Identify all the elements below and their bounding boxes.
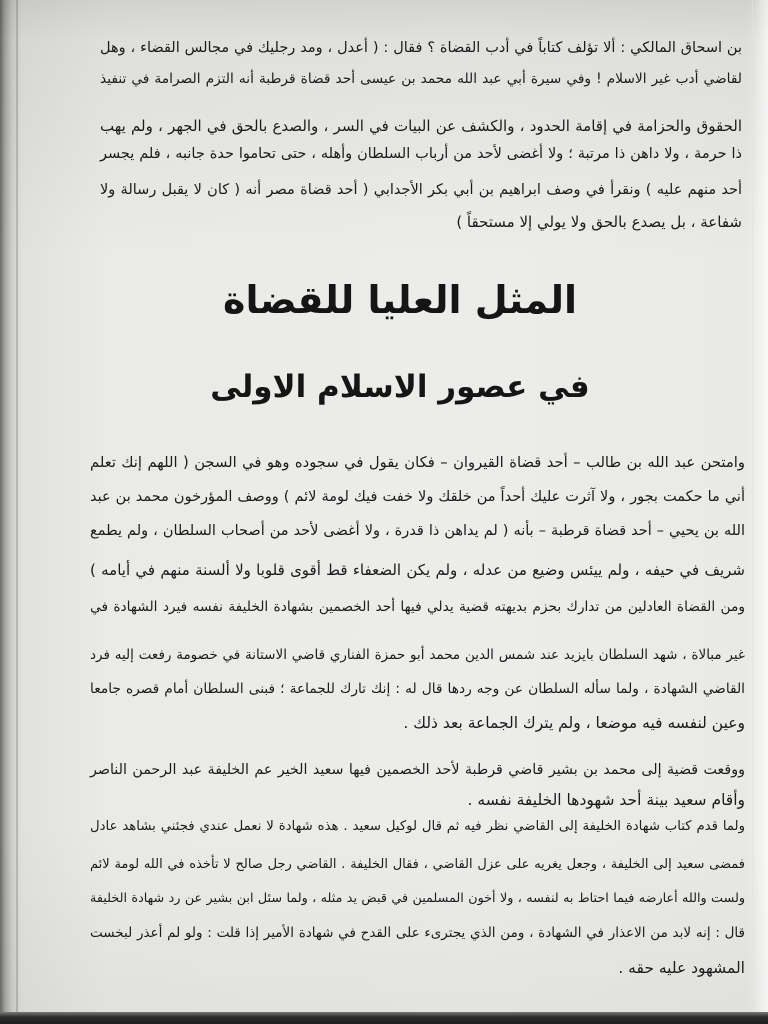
line-text: الله بن يحيي – أحد قضاة قرطبة – بأنه ( لم يداهن ذا قدرة ، ولا أغضى لأحد من أصحاب السلطان ، ولم يطمع	[90, 523, 745, 539]
line-text: شفاعة ، بل يصدع بالحق ولا يولي إلا مستحقاً )	[456, 213, 742, 231]
text-line	[90, 953, 745, 983]
line-text: ووقعت قضية إلى محمد بن بشير قاضي قرطبة لأحد الخصمين فيها سعيد الخير عم الخليفة عبد الرحمن الناصر	[90, 762, 745, 778]
line-text: ولما قدم كتاب شهادة الخليفة إلى القاضي نظر فيه ثم قال لوكيل سعيد . هذه شهادة لا نعمل عندي فجئني بشاهد عادل	[90, 819, 745, 834]
line-text: القاضي الشهادة ، ولما سأله السلطان عن وجه ردها قال له : إنك تارك للجماعة ؛ فبنى السلطان أمام قصره جامعا	[90, 681, 745, 697]
right-page-edge	[752, 0, 768, 1024]
line-text: وعين لنفسه فيه موضعا ، ولم يترك الجماعة بعد ذلك .	[403, 714, 745, 732]
section-heading: المثل العليا للقضاة	[223, 278, 577, 322]
text-line	[100, 139, 742, 169]
text-line	[90, 516, 745, 546]
line-text: لقاضي أدب غير الاسلام ! وفي سيرة أبي عبد الله محمد بن عيسى أحد قضاة قرطبة أنه التزم الصرامة في تنفيذ	[100, 71, 742, 87]
line-text: قال : إنه لابد من الاعذار في الشهادة ، ومن الذي يجترىء على القدح في شهادة الأمير إذا قلت : ولو لم أعذر لبخست	[90, 925, 745, 941]
text-line	[100, 207, 742, 237]
text-line	[90, 592, 745, 622]
line-text: الحقوق والحزامة في إقامة الحدود ، والكشف عن البيات في السر ، والصدع بالحق في الجهر ، ولم يهب	[100, 117, 742, 135]
text-line	[100, 33, 742, 63]
line-text: شريف في حيفه ، ولم ييئس وضيع من عدله ، ولم يكن الضعفاء قط أقوى قلوبا ولا ألسنة منهم في أيامه )	[90, 561, 745, 579]
line-text: أحد منهم عليه ) ونقرأ في وصف ابراهيم بن أبي بكر الأجدابي ( أحد قضاة مصر أنه ( كان لا يقبل رسالة ولا	[100, 182, 742, 198]
bottom-edge	[0, 1012, 768, 1024]
line-text: المشهود عليه حقه .	[618, 959, 745, 977]
text-line	[90, 640, 745, 670]
text-line	[90, 850, 745, 880]
section-subheading: في عصور الاسلام الاولى	[210, 369, 590, 405]
line-text: بن اسحاق المالكي : ألا تؤلف كتاباً في أدب القضاة ؟ فقال : ( أعدل ، ومد رجليك في مجالس القضاء ، وهل	[100, 40, 742, 56]
line-text: فمضى سعيد إلى الخليفة ، وجعل يغريه على عزل القاضي ، فقال الخليفة . القاضي رجل صالح لا تأخذه في الله لومة لائم	[90, 857, 745, 872]
text-line	[100, 175, 742, 205]
text-line	[90, 708, 745, 738]
text-line	[90, 448, 745, 478]
text-line	[100, 111, 742, 141]
line-text: ذا حرمة ، ولا داهن ذا مرتبة ؛ ولا أغضى لأحد من أرباب السلطان وأهله ، حتى تحاموا حدة جانبه ، فلم يجسر	[100, 146, 742, 162]
text-line	[90, 755, 745, 785]
text-line	[100, 64, 742, 94]
line-text: ومن القضاة العادلين من تدارك بحزم بديهته قضية يدلي فيها أحد الخصمين بشهادة الخليفة نفسه فيرد الشهادة في	[90, 599, 745, 615]
text-line	[90, 785, 745, 815]
text-line	[90, 812, 745, 842]
text-line	[90, 674, 745, 704]
line-text: ولست والله أعارضه فيما احتاط به لنفسه ، ولا أخون المسلمين في قبض يد مثله ، ولما سئل ابن بشير عن رد شهادة الخليفة	[90, 891, 745, 906]
line-text: غير مبالاة ، شهد السلطان بايزيد عند شمس الدين محمد أبو حمزة الفناري قاضي الاستانة في خصومة رفعت إليه فرد	[90, 647, 745, 663]
text-line	[90, 482, 745, 512]
text-line	[90, 884, 745, 914]
spine-shadow	[16, 0, 18, 1024]
line-text: أني ما حكمت بجور ، ولا آثرت عليك أحداً من خلقك ولا خفت فيك لومة لائم ) ووصف المؤرخون محمد بن عبد	[90, 489, 745, 505]
line-text: وامتحن عبد الله بن طالب – أحد قضاة القيروان – فكان يقول في سجوده وهو في السجن ( اللهم إنك تعلم	[90, 454, 745, 471]
text-line	[90, 555, 745, 585]
line-text: وأقام سعيد بينة أحد شهودها الخليفة نفسه .	[467, 791, 745, 809]
text-line	[90, 918, 745, 948]
